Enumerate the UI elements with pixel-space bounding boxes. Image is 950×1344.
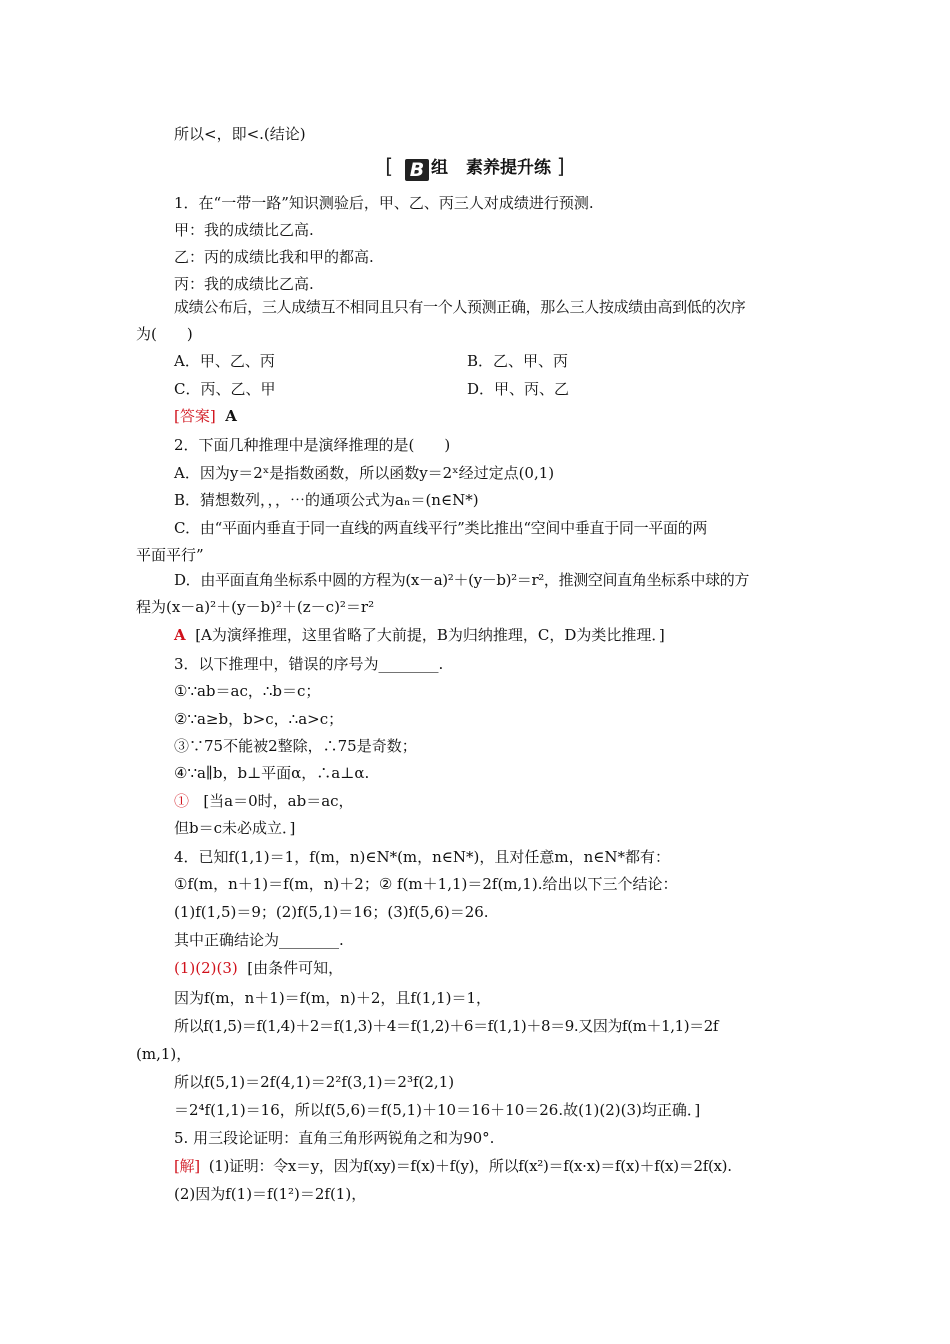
q4-question: 其中正确结论为________. <box>174 931 344 949</box>
q2-option-d: D．由平面直角坐标系中圆的方程为(x－a)²＋(y－b)²＝r²，推测空间直角坐标系中球的方 <box>174 571 750 589</box>
q5-solution-1 <box>174 1156 732 1176</box>
open-bracket: [ <box>385 154 394 178</box>
q4-solution-2: 所以f(1,5)＝f(1,4)＋2＝f(1,3)＋4＝f(1,2)＋6＝f(1,1)＋8＝9.又因为f(m＋1,1)＝2f <box>174 1017 719 1035</box>
section-title: 素养提升练 <box>466 158 551 178</box>
solution-text: (1)证明：令x＝y，因为f(xy)＝f(x)＋f(y)，所以f(x²)＝f(x·x)＝f(x)＋f(x)＝2f(x). <box>208 1157 732 1175</box>
q2-option-b: B．猜想数列，，，⋯的通项公式为aₙ＝(n∈N*) <box>174 491 479 509</box>
q1-stem: 1．在“一带一路”知识测验后，甲、乙、丙三人对成绩进行预测. <box>174 194 594 212</box>
q4-conditions: ①f(m，n＋1)＝f(m，n)＋2；② f(m＋1,1)＝2f(m,1).给出以下三个结论： <box>174 875 678 893</box>
conclusion-line: 所以<，即<.(结论) <box>174 125 306 143</box>
q1-option-c: C．丙、乙、甲 <box>174 380 276 398</box>
q1-condition: 成绩公布后，三人成绩互不相同且只有一个人预测正确，那么三人按成绩由高到低的次序 <box>174 298 746 316</box>
answer-tag: [解] <box>174 1157 200 1175</box>
q4-solution-5: ＝2⁴f(1,1)＝16，所以f(5,6)＝f(5,1)＋10＝16＋10＝26.故(1)(2)(3)均正确．] <box>174 1101 701 1119</box>
q1-option-a: A．甲、乙、丙 <box>174 352 275 370</box>
q2-option-c: C．由“平面内垂直于同一直线的两直线平行”类比推出“空间中垂直于同一平面的两 <box>174 519 708 537</box>
q4-conclusions: (1)f(1,5)＝9；(2)f(5,1)＝16；(3)f(5,6)＝26. <box>174 903 489 921</box>
q1-answer <box>174 406 237 426</box>
q1-statement-bing: 丙：我的成绩比乙高. <box>174 275 314 293</box>
q4-solution-1: 因为f(m，n＋1)＝f(m，n)＋2，且f(1,1)＝1， <box>174 989 492 1007</box>
q4-stem: 4．已知f(1,1)＝1，f(m，n)∈N*(m，n∈N*)，且对任意m，n∈N*都有： <box>174 848 670 866</box>
answer-value: A <box>225 407 237 425</box>
q1-statement-yi: 乙：丙的成绩比我和甲的都高. <box>174 248 374 266</box>
close-bracket: ] <box>556 154 565 178</box>
answer-explanation: [由条件可知， <box>247 959 344 977</box>
q2-stem: 2．下面几种推理中是演绎推理的是( ) <box>174 436 451 454</box>
q4-solution-4: 所以f(5,1)＝2f(4,1)＝2²f(3,1)＝2³f(2,1) <box>174 1073 455 1091</box>
q3-item-3: ③∵75不能被2整除，∴75是奇数； <box>174 737 417 755</box>
q2-answer <box>174 625 665 645</box>
q3-answer-cont: 但b＝c未必成立．] <box>174 819 296 837</box>
q1-statement-jia: 甲：我的成绩比乙高. <box>174 221 314 239</box>
answer-explanation: [A为演绎推理，这里省略了大前提，B为归纳推理，C，D为类比推理．] <box>195 626 665 644</box>
answer-tag: (1)(2)(3) <box>174 959 238 977</box>
q3-stem: 3．以下推理中，错误的序号为________. <box>174 655 444 673</box>
answer-explanation: [当a＝0时，ab＝ac， <box>203 792 354 810</box>
answer-tag: A <box>174 626 186 644</box>
q2-option-c-cont: 平面平行” <box>136 546 204 564</box>
q1-condition-cont: 为( ) <box>136 325 193 343</box>
answer-tag: [答案] <box>174 407 216 425</box>
q2-option-d-cont: 程为(x－a)²＋(y－b)²＋(z－c)²＝r² <box>136 598 375 616</box>
q3-answer <box>174 791 354 811</box>
q3-item-4: ④∵a∥b，b⊥平面α，∴a⊥α. <box>174 764 370 782</box>
q5-stem: 5. 用三段论证明：直角三角形两锐角之和为90°. <box>174 1129 495 1147</box>
q5-solution-2: (2)因为f(1)＝f(1²)＝2f(1)， <box>174 1185 367 1203</box>
q3-item-2: ②∵a≥b，b>c，∴a>c； <box>174 710 344 728</box>
q3-item-1: ①∵ab＝ac，∴b＝c； <box>174 682 321 700</box>
group-letter-icon: B <box>405 159 429 181</box>
q1-option-b: B．乙、甲、丙 <box>467 352 569 370</box>
q4-solution-3: (m,1)， <box>136 1045 192 1063</box>
q2-option-a: A．因为y＝2ˣ是指数函数，所以函数y＝2ˣ经过定点(0,1) <box>174 464 555 482</box>
answer-tag: ① <box>174 792 190 810</box>
group-label: 组 <box>431 158 448 178</box>
q1-option-d: D．甲、丙、乙 <box>467 380 570 398</box>
q4-answer <box>174 958 343 978</box>
section-header <box>0 152 950 182</box>
